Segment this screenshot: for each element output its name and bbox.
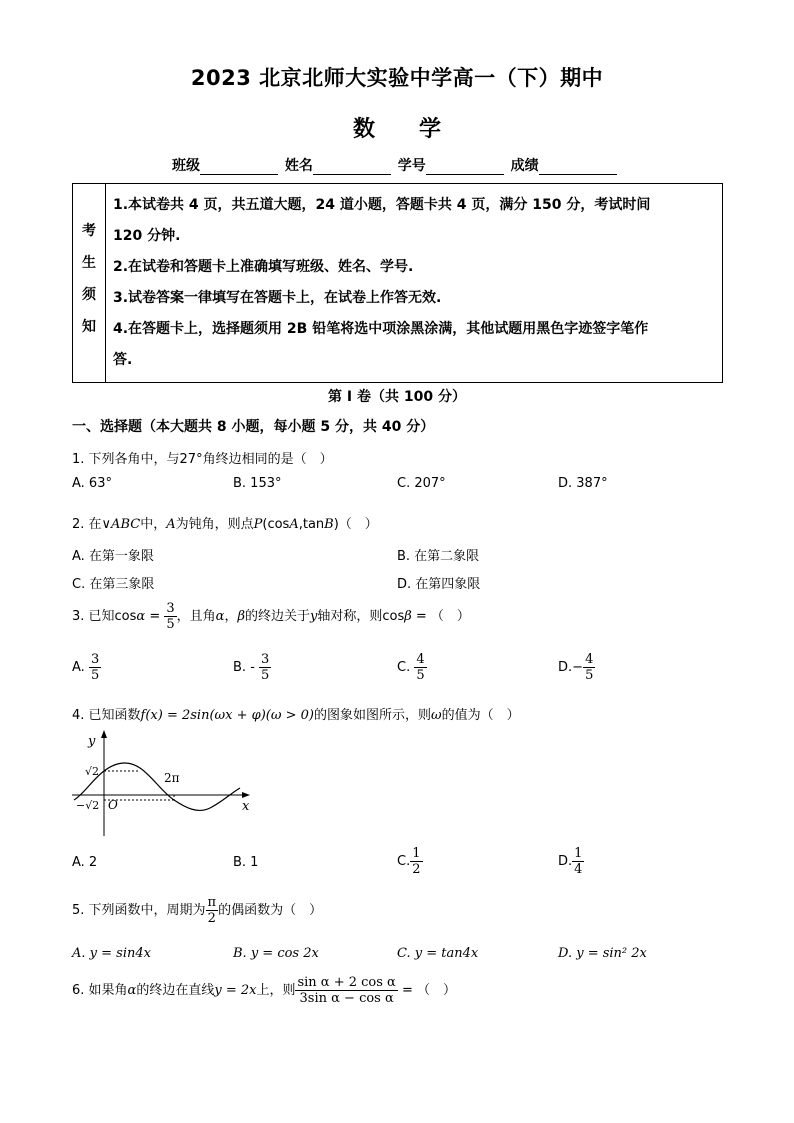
option-label: D. (558, 854, 573, 869)
option-fraction (414, 652, 426, 683)
q5-text: 的偶函数为（ ） (218, 903, 323, 918)
q5-option-d[interactable]: D. y = sin² 2x (558, 946, 647, 961)
question-6-stem (72, 975, 456, 1006)
denominator: 2 (412, 862, 421, 877)
option-label: B. (233, 660, 247, 675)
notice-side-char: 考 (82, 223, 96, 239)
q2-triangle: ∨ABC (101, 517, 141, 532)
option-label: A. (72, 660, 85, 675)
notice-side-label (73, 184, 106, 382)
q2-text: 2. 在 (72, 517, 102, 532)
field-blank-name[interactable] (313, 160, 391, 175)
denominator: 5 (261, 668, 270, 683)
graph-y-label: y (88, 734, 96, 749)
field-blank-id[interactable] (426, 160, 504, 175)
question-2-stem (72, 513, 378, 532)
notice-side-char: 生 (82, 255, 96, 271)
q4-text: 的值为（ ） (441, 708, 520, 723)
q2-option-a[interactable]: A. 在第一象限 (72, 549, 154, 564)
q2-option-c[interactable]: C. 在第三象限 (72, 577, 155, 592)
field-label-id: 学号 (397, 158, 426, 174)
q4-option-b[interactable]: B. 1 (233, 855, 259, 870)
field-label-class: 班级 (172, 158, 200, 174)
q3-text: ，且角 (176, 609, 216, 624)
field-blank-score[interactable] (539, 160, 617, 175)
q3-text: ， (224, 609, 238, 624)
q2-text: 中， (140, 517, 167, 532)
subject-char-2: 学 (419, 117, 442, 142)
q2-text: ,tan (298, 517, 325, 532)
q3-var: y (310, 609, 318, 624)
denominator: 5 (416, 668, 425, 683)
q5-option-c[interactable]: C. y = tan4x (397, 946, 479, 961)
numerator: 1 (574, 846, 583, 861)
q3-text: = （ ） (411, 609, 470, 624)
q4-option-d[interactable] (558, 846, 584, 877)
graph-origin-label: O (108, 798, 118, 812)
q4-var: f (140, 708, 146, 723)
subject-title (0, 112, 794, 143)
option-fraction (410, 846, 422, 877)
notice-line: 1.本试卷共 4 页，共五道大题，24 道小题，答题卡共 4 页，满分 150 分，考试时间 (113, 197, 651, 213)
option-label: C. (397, 854, 411, 869)
q4-option-a[interactable]: A. 2 (72, 855, 98, 870)
question-4-stem (72, 704, 520, 723)
sine-graph (70, 728, 260, 838)
numerator: 3 (166, 601, 175, 616)
notice-line: 4.在答题卡上，选择题须用 2B 铅笔将选中项涂黑涂满，其他试题用黑色字迹签字笔作 (113, 321, 649, 337)
y-axis-arrow (101, 730, 107, 738)
q6-var: α (127, 983, 137, 998)
q4-text: 4. 已知函数 (72, 708, 141, 723)
q3-fraction (164, 601, 176, 632)
student-info-fields (172, 155, 619, 175)
q1-option-b[interactable]: B. 153° (233, 476, 282, 491)
q4-text: 的图象如图所示，则 (313, 708, 431, 723)
q1-option-c[interactable]: C. 207° (397, 476, 446, 491)
q2-var: A (166, 517, 176, 532)
q4-var: ω (431, 708, 442, 723)
q5-text: 5. 下列函数中，周期为 (72, 903, 206, 918)
q3-var: β (404, 609, 412, 624)
q4-formula: (x) = 2sin(ωx + φ)(ω > 0) (145, 708, 314, 723)
notice-line: 120 分钟. (113, 228, 181, 244)
q3-var: α (215, 609, 225, 624)
section-title: 一、选择题（本大题共 8 小题，每小题 5 分，共 40 分） (72, 419, 435, 435)
q2-text: (cos (262, 517, 290, 532)
q3-option-d[interactable] (558, 652, 595, 683)
numerator: 4 (416, 652, 425, 667)
numerator: 3 (90, 652, 100, 667)
numerator: 3 (261, 652, 270, 667)
notice-line: 3.试卷答案一律填写在答题卡上，在试卷上作答无效. (113, 290, 442, 306)
numerator: sin α + 2 cos α (297, 975, 396, 990)
q3-var: β (237, 609, 245, 624)
field-label-score: 成绩 (510, 158, 539, 174)
option-sign: - (250, 660, 255, 675)
denominator: 5 (585, 668, 594, 683)
q3-option-c[interactable] (397, 652, 427, 683)
numerator: π (207, 895, 217, 910)
denominator: 2 (207, 911, 216, 926)
q6-text: 上，则 (256, 983, 296, 998)
q3-option-b[interactable] (233, 652, 271, 683)
q3-text: 轴对称，则cos (317, 609, 405, 624)
q6-line-eq: y = 2x (214, 983, 257, 998)
part-title: 第 I 卷（共 100 分） (328, 389, 466, 405)
q1-option-a[interactable]: A. 63° (72, 476, 112, 491)
q2-var: B (324, 517, 334, 532)
numerator: 1 (412, 846, 421, 861)
q3-option-a[interactable] (72, 652, 101, 683)
question-1-stem: 1. 下列各角中，与27°角终边相同的是（ ） (72, 452, 333, 467)
q2-text: )（ ） (333, 517, 378, 532)
option-fraction (583, 652, 595, 683)
notice-side-char: 须 (82, 287, 96, 303)
q2-text: 为钝角，则点 (175, 517, 254, 532)
option-label: C. (397, 660, 411, 675)
notice-side-char: 知 (82, 319, 96, 335)
graph-2pi-label: 2π (164, 771, 180, 785)
denominator: 5 (90, 668, 100, 683)
field-blank-class[interactable] (200, 160, 278, 175)
numerator: 4 (585, 652, 594, 667)
q3-text: = (145, 609, 165, 624)
denominator: 5 (166, 617, 175, 632)
exam-title: 2023 北京北师大实验中学高一（下）期中 (190, 66, 604, 90)
q6-text: = （ ） (397, 983, 457, 998)
q3-text: 3. 已知cos (72, 609, 137, 624)
q1-option-d[interactable]: D. 387° (558, 476, 608, 491)
q4-option-c[interactable] (397, 846, 423, 877)
q2-option-b[interactable]: B. 在第二象限 (397, 549, 480, 564)
q6-text: 的终边在直线 (136, 983, 215, 998)
q3-var: α (136, 609, 146, 624)
graph-x-label: x (242, 799, 250, 814)
q6-fraction (295, 975, 397, 1006)
question-3-stem (72, 601, 470, 632)
q5-option-b[interactable]: B. y = cos 2x (233, 946, 319, 961)
notice-body (113, 190, 717, 376)
question-5-stem (72, 895, 322, 926)
option-sign: − (572, 660, 584, 675)
q5-option-a[interactable]: A. y = sin4x (72, 946, 151, 961)
field-label-name: 姓名 (284, 158, 313, 174)
option-fraction (572, 846, 584, 877)
notice-line: 答. (113, 352, 133, 368)
q2-var: P (253, 517, 263, 532)
denominator: 3sin α − cos α (299, 991, 394, 1006)
q2-var: A (289, 517, 299, 532)
q2-option-d[interactable]: D. 在第四象限 (397, 577, 481, 592)
q6-text: 6. 如果角 (72, 983, 128, 998)
x-axis-arrow (242, 792, 250, 798)
option-fraction (89, 652, 101, 683)
option-fraction (259, 652, 271, 683)
denominator: 4 (574, 862, 583, 877)
q3-text: 的终边关于 (244, 609, 310, 624)
candidate-notice-box (72, 183, 723, 383)
notice-line: 2.在试卷和答题卡上准确填写班级、姓名、学号. (113, 259, 414, 275)
graph-top-label: √2 (85, 765, 100, 778)
subject-char-1: 数 (352, 117, 375, 142)
option-label: D. (558, 660, 573, 675)
graph-bottom-label: −√2 (76, 799, 100, 812)
q5-fraction (206, 895, 219, 926)
